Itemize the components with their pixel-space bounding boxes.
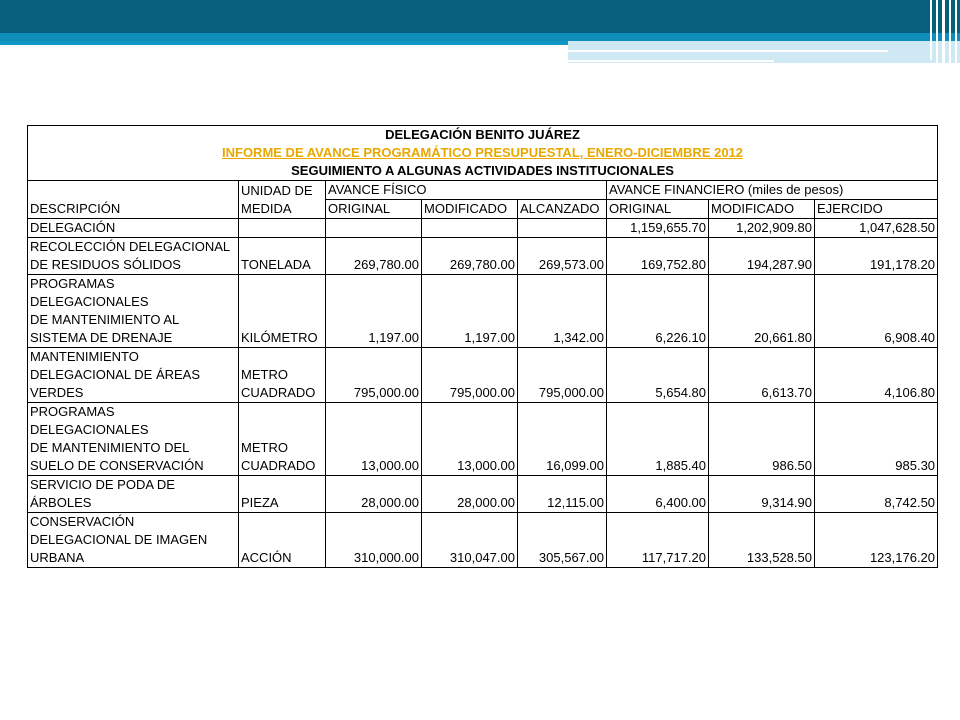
descripcion-line: DE RESIDUOS SÓLIDOS bbox=[30, 257, 181, 272]
row-unidad bbox=[239, 238, 326, 275]
row-financiero-ejercido: 6,908.40 bbox=[815, 275, 938, 348]
report-link-cell bbox=[28, 144, 938, 162]
row-unidad bbox=[239, 513, 326, 568]
descripcion-line: VERDES bbox=[30, 385, 84, 400]
unidad-line: CUADRADO bbox=[241, 385, 316, 400]
descripcion-line: DELEGACIONAL DE IMAGEN bbox=[30, 532, 208, 547]
row-financiero-modificado: 986.50 bbox=[709, 403, 815, 476]
report-title-link[interactable]: INFORME DE AVANCE PROGRAMÁTICO PRESUPUESTAL, ENERO-DICIEMBRE 2012 bbox=[222, 145, 744, 160]
descripcion-line: DE MANTENIMIENTO AL bbox=[30, 312, 180, 327]
row-fisico-original bbox=[326, 219, 422, 238]
col-original-financiero: ORIGINAL bbox=[607, 200, 709, 219]
descripcion-line: DELEGACIÓN bbox=[30, 220, 116, 235]
row-financiero-original: 1,885.40 bbox=[607, 403, 709, 476]
title-row bbox=[28, 126, 938, 145]
decor-line bbox=[568, 50, 888, 52]
unidad-line: KILÓMETRO bbox=[241, 330, 318, 345]
row-financiero-original: 6,400.00 bbox=[607, 476, 709, 513]
descripcion-line: SISTEMA DE DRENAJE bbox=[30, 330, 173, 345]
row-fisico-original: 310,000.00 bbox=[326, 513, 422, 568]
row-financiero-modificado: 133,528.50 bbox=[709, 513, 815, 568]
col-avance-fisico: AVANCE FÍSICO bbox=[326, 181, 607, 200]
top-banner bbox=[0, 0, 960, 33]
row-fisico-original: 269,780.00 bbox=[326, 238, 422, 275]
unidad-line: METRO bbox=[241, 367, 288, 382]
table-row bbox=[28, 219, 938, 238]
row-financiero-ejercido: 123,176.20 bbox=[815, 513, 938, 568]
col-alcanzado: ALCANZADO bbox=[518, 200, 607, 219]
title-line3: SEGUIMIENTO A ALGUNAS ACTIVIDADES INSTITUCIONALES bbox=[28, 162, 938, 181]
unidad-line: PIEZA bbox=[241, 495, 279, 510]
row-financiero-original: 1,159,655.70 bbox=[607, 219, 709, 238]
descripcion-line: CONSERVACIÓN bbox=[30, 514, 135, 529]
descripcion-line: PROGRAMAS DELEGACIONALES bbox=[30, 276, 149, 309]
report-table bbox=[27, 125, 938, 568]
row-descripcion bbox=[28, 513, 239, 568]
row-fisico-original: 795,000.00 bbox=[326, 348, 422, 403]
row-unidad bbox=[239, 275, 326, 348]
row-financiero-ejercido: 985.30 bbox=[815, 403, 938, 476]
row-descripcion bbox=[28, 219, 239, 238]
descripcion-line: DE MANTENIMIENTO DEL bbox=[30, 440, 190, 455]
col-unidad-bottom: MEDIDA bbox=[239, 200, 326, 219]
row-unidad bbox=[239, 219, 326, 238]
row-unidad bbox=[239, 403, 326, 476]
row-fisico-alcanzado bbox=[518, 219, 607, 238]
descripcion-line: URBANA bbox=[30, 550, 85, 565]
row-fisico-alcanzado: 12,115.00 bbox=[518, 476, 607, 513]
accent-band-left bbox=[0, 41, 568, 45]
decor-line bbox=[568, 60, 774, 62]
row-fisico-alcanzado: 795,000.00 bbox=[518, 348, 607, 403]
row-fisico-modificado: 795,000.00 bbox=[422, 348, 518, 403]
descripcion-line: SERVICIO DE PODA DE bbox=[30, 477, 175, 492]
unidad-line bbox=[241, 219, 323, 237]
accent-band bbox=[0, 33, 960, 41]
row-descripcion bbox=[28, 275, 239, 348]
row-financiero-modificado: 9,314.90 bbox=[709, 476, 815, 513]
col-unidad-top: UNIDAD DE bbox=[239, 181, 326, 200]
row-fisico-alcanzado: 16,099.00 bbox=[518, 403, 607, 476]
row-financiero-original: 169,752.80 bbox=[607, 238, 709, 275]
row-fisico-alcanzado: 305,567.00 bbox=[518, 513, 607, 568]
row-fisico-modificado: 310,047.00 bbox=[422, 513, 518, 568]
title-row bbox=[28, 144, 938, 162]
descripcion-line: RECOLECCIÓN DELEGACIONAL bbox=[30, 239, 231, 254]
descripcion-line: SUELO DE CONSERVACIÓN bbox=[30, 458, 204, 473]
row-fisico-alcanzado: 269,573.00 bbox=[518, 238, 607, 275]
row-fisico-modificado: 28,000.00 bbox=[422, 476, 518, 513]
unidad-line: ACCIÓN bbox=[241, 550, 292, 565]
decor-vertical-bars bbox=[928, 0, 960, 100]
col-ejercido: EJERCIDO bbox=[815, 200, 938, 219]
row-descripcion bbox=[28, 476, 239, 513]
row-financiero-ejercido: 191,178.20 bbox=[815, 238, 938, 275]
descripcion-line: PROGRAMAS DELEGACIONALES bbox=[30, 404, 149, 437]
col-modificado-financiero: MODIFICADO bbox=[709, 200, 815, 219]
row-unidad bbox=[239, 348, 326, 403]
row-financiero-modificado: 20,661.80 bbox=[709, 275, 815, 348]
table-body bbox=[28, 219, 938, 568]
row-financiero-modificado: 1,202,909.80 bbox=[709, 219, 815, 238]
col-original: ORIGINAL bbox=[326, 200, 422, 219]
table-row bbox=[28, 275, 938, 348]
row-financiero-original: 5,654.80 bbox=[607, 348, 709, 403]
col-descripcion: DESCRIPCIÓN bbox=[28, 181, 239, 219]
row-fisico-original: 1,197.00 bbox=[326, 275, 422, 348]
row-fisico-original: 28,000.00 bbox=[326, 476, 422, 513]
row-fisico-modificado: 13,000.00 bbox=[422, 403, 518, 476]
table-row bbox=[28, 513, 938, 568]
unidad-line: METRO bbox=[241, 440, 288, 455]
descripcion-line: ÁRBOLES bbox=[30, 495, 92, 510]
row-fisico-modificado: 269,780.00 bbox=[422, 238, 518, 275]
row-financiero-ejercido: 1,047,628.50 bbox=[815, 219, 938, 238]
table-row bbox=[28, 348, 938, 403]
row-financiero-modificado: 194,287.90 bbox=[709, 238, 815, 275]
row-financiero-ejercido: 4,106.80 bbox=[815, 348, 938, 403]
table-row bbox=[28, 238, 938, 275]
row-financiero-modificado: 6,613.70 bbox=[709, 348, 815, 403]
row-descripcion bbox=[28, 238, 239, 275]
header-row bbox=[28, 181, 938, 200]
row-financiero-ejercido: 8,742.50 bbox=[815, 476, 938, 513]
row-descripcion bbox=[28, 348, 239, 403]
col-avance-financiero: AVANCE FINANCIERO (miles de pesos) bbox=[607, 181, 938, 200]
row-fisico-original: 13,000.00 bbox=[326, 403, 422, 476]
col-modificado: MODIFICADO bbox=[422, 200, 518, 219]
title-line1: DELEGACIÓN BENITO JUÁREZ bbox=[28, 126, 938, 145]
row-fisico-alcanzado: 1,342.00 bbox=[518, 275, 607, 348]
row-descripcion bbox=[28, 403, 239, 476]
table-row bbox=[28, 476, 938, 513]
descripcion-line: MANTENIMIENTO bbox=[30, 349, 139, 364]
row-financiero-original: 117,717.20 bbox=[607, 513, 709, 568]
unidad-line: CUADRADO bbox=[241, 458, 316, 473]
title-row bbox=[28, 162, 938, 181]
unidad-line: TONELADA bbox=[241, 257, 311, 272]
table-row bbox=[28, 403, 938, 476]
descripcion-line: DELEGACIONAL DE ÁREAS bbox=[30, 367, 201, 382]
row-fisico-modificado bbox=[422, 219, 518, 238]
row-financiero-original: 6,226.10 bbox=[607, 275, 709, 348]
row-unidad bbox=[239, 476, 326, 513]
row-fisico-modificado: 1,197.00 bbox=[422, 275, 518, 348]
